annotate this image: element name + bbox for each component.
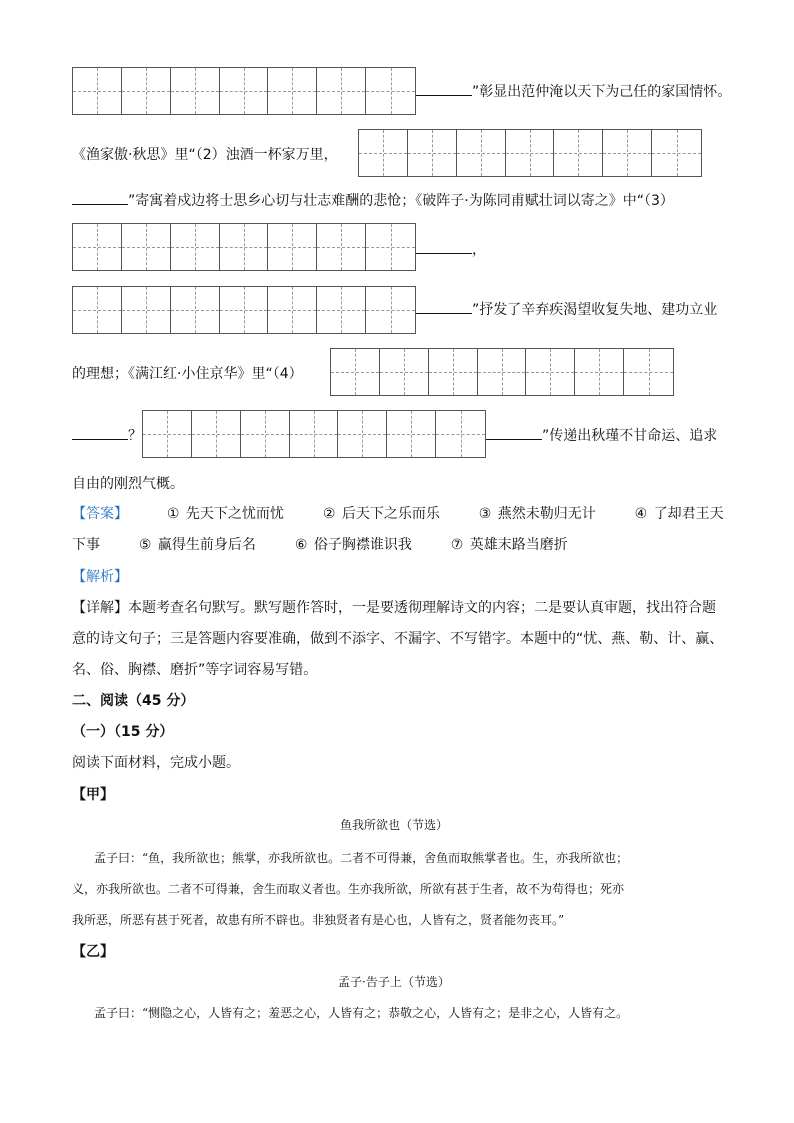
answer-grid-6 (142, 410, 486, 458)
line2-prefix: 《渔家傲·秋思》里“（2）浊酒一杯家万里， (72, 147, 338, 163)
line8: 自由的刚烈气概。 (72, 476, 184, 492)
answer-1: ① 先天下之忧而忧 (166, 506, 284, 522)
blank (416, 253, 472, 254)
answer-grid-1 (72, 67, 416, 115)
detail-line-2: 意的诗文句子；三是答题内容要准确，做到不添字、不漏字、不写错字。本题中的“忧、燕、勒、计、赢、 (72, 631, 724, 647)
answer-7: ⑦ 英雄末路当磨折 (450, 537, 568, 553)
answer-block-2: 下事 ⑤ 赢得生前身后名 ⑥ 俗子胸襟谁识我 ⑦ 英雄末路当磨折 (72, 537, 568, 553)
jia-title: 鱼我所欲也（节选） (340, 818, 449, 832)
answer-grid-3 (72, 223, 416, 271)
line1: ”彰显出范仲淹以天下为己任的家国情怀。 (416, 82, 731, 102)
subsection-heading: （一）（15 分） (72, 724, 174, 740)
blank (416, 313, 472, 314)
answer-2: ② 后天下之乐而乐 (322, 506, 440, 522)
jia-label: 【甲】 (72, 787, 114, 803)
yi-title: 孟子·告子上（节选） (338, 975, 450, 989)
line5: ”抒发了辛弃疾渴望收复失地、建功立业 (416, 300, 717, 320)
answer-block (72, 504, 724, 524)
blank (72, 204, 128, 205)
line7-end: ”传递出秋瑾不甘命运、追求 (486, 426, 717, 446)
jia-paragraph-1: 孟子曰：“鱼，我所欲也；熊掌，亦我所欲也。二者不可得兼，舍鱼而取熊掌者也。生，亦我所欲也； (94, 851, 629, 865)
answer-grid-5 (330, 348, 674, 396)
answer-4: ④ 了却君王天 (634, 506, 724, 522)
instruction: 阅读下面材料，完成小题。 (72, 755, 240, 771)
jia-paragraph-2: 义，亦我所欲也。二者不可得兼，舍生而取义者也。生亦我所欲，所欲有甚于生者，故不为苟得也；死亦 (72, 882, 625, 896)
detail-label: 【详解】 (72, 600, 128, 616)
line6-prefix: 的理想；《满江红·小住京华》里“（4） (72, 366, 303, 382)
yi-label: 【乙】 (72, 944, 114, 960)
detail-line-3: 名、俗、胸襟、磨折”等字词容易写错。 (72, 662, 318, 678)
answer-5: ⑤ 赢得生前身后名 (138, 537, 256, 553)
blank (416, 95, 472, 96)
line4: ， (416, 240, 486, 260)
line3: ”寄寓着戍边将士思乡心切与壮志难酬的悲怆；《破阵子·为陈同甫赋壮词以寄之》中“（3） (72, 191, 674, 211)
detail-line-1: 【详解】本题考查名句默写。默写题作答时，一是要透彻理解诗文的内容；二是要认真审题，找出符合题 (72, 600, 716, 616)
answer-3: ③ 燕然未勒归无计 (478, 506, 596, 522)
answer-6: ⑥ 俗子胸襟谁识我 (294, 537, 412, 553)
answer-grid-4 (72, 286, 416, 334)
blank (72, 439, 128, 440)
jia-paragraph-3: 我所恶，所恶有甚于死者，故患有所不辟也。非独贤者有是心也，人皆有之，贤者能勿丧耳。” (72, 913, 565, 927)
line7-start: ？ (72, 426, 142, 446)
blank (486, 439, 542, 440)
section-heading: 二、阅读（45 分） (72, 693, 195, 709)
answer-label: 【答案】 (72, 506, 128, 522)
analysis-label: 【解析】 (72, 569, 128, 585)
yi-paragraph-1: 孟子曰：“恻隐之心，人皆有之；羞恶之心，人皆有之；恭敬之心，人皆有之；是非之心，人皆有之。 (94, 1006, 629, 1020)
answer-grid-2 (358, 129, 702, 177)
